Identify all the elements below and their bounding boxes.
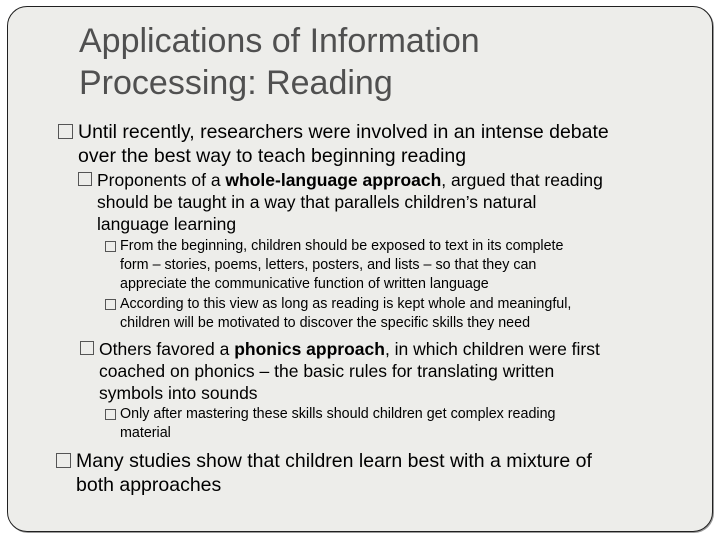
bullet-text-line: both approaches bbox=[76, 474, 222, 496]
title-line-1: Applications of Information bbox=[79, 22, 480, 60]
bullet-whole-language bbox=[97, 169, 603, 235]
bullet-according-view bbox=[120, 295, 571, 333]
bullet-text-line: Only after mastering these skills should children get complex reading bbox=[120, 406, 556, 422]
bullet-text-segment: , in which children were first bbox=[384, 339, 600, 359]
bullet-text-line: Until recently, researchers were involved in an intense debate bbox=[78, 121, 609, 143]
checkbox-bullet-icon bbox=[105, 409, 116, 420]
bullet-text-line: language learning bbox=[97, 214, 237, 234]
bullet-text-line: appreciate the communicative function of written language bbox=[120, 276, 489, 292]
bullet-text-segment: Proponents of a bbox=[97, 170, 226, 190]
bullet-text-line: symbols into sounds bbox=[99, 383, 258, 403]
bullet-text-line: over the best way to teach beginning reading bbox=[78, 145, 467, 167]
bullet-text-segment: Others favored a bbox=[99, 339, 235, 359]
phonics-term: phonics approach bbox=[234, 339, 385, 359]
bullet-phonics bbox=[99, 338, 600, 404]
checkbox-bullet-icon bbox=[58, 124, 73, 139]
whole-language-term: whole-language approach bbox=[225, 170, 442, 190]
bullet-text-line: coached on phonics – the basic rules for translating written bbox=[99, 361, 555, 381]
bullet-text-line: form – stories, poems, letters, posters, and lists – so that they can bbox=[120, 257, 537, 273]
checkbox-bullet-icon bbox=[105, 241, 116, 252]
bullet-text-line bbox=[97, 169, 603, 191]
bullet-only-after bbox=[120, 405, 555, 443]
checkbox-bullet-icon bbox=[105, 299, 116, 310]
bullet-text-line: should be taught in a way that parallels children’s natural bbox=[97, 192, 537, 212]
bullet-text-line: Many studies show that children learn best with a mixture of bbox=[76, 450, 592, 472]
bullet-text-line: material bbox=[120, 425, 171, 441]
title-line-2: Processing: Reading bbox=[79, 64, 393, 102]
bullet-from-beginning bbox=[120, 237, 563, 294]
checkbox-bullet-icon bbox=[56, 453, 71, 468]
bullet-text-line: From the beginning, children should be exposed to text in its complete bbox=[120, 238, 564, 254]
bullet-debate bbox=[78, 120, 609, 168]
bullet-text-line: children will be motivated to discover the specific skills they need bbox=[120, 315, 531, 331]
checkbox-bullet-icon bbox=[80, 341, 94, 355]
bullet-text-line: According to this view as long as reading is kept whole and meaningful, bbox=[120, 296, 572, 312]
bullet-text-line bbox=[99, 338, 600, 360]
bullet-text-segment: , argued that reading bbox=[441, 170, 603, 190]
bullet-many-studies bbox=[76, 449, 592, 497]
checkbox-bullet-icon bbox=[78, 172, 92, 186]
